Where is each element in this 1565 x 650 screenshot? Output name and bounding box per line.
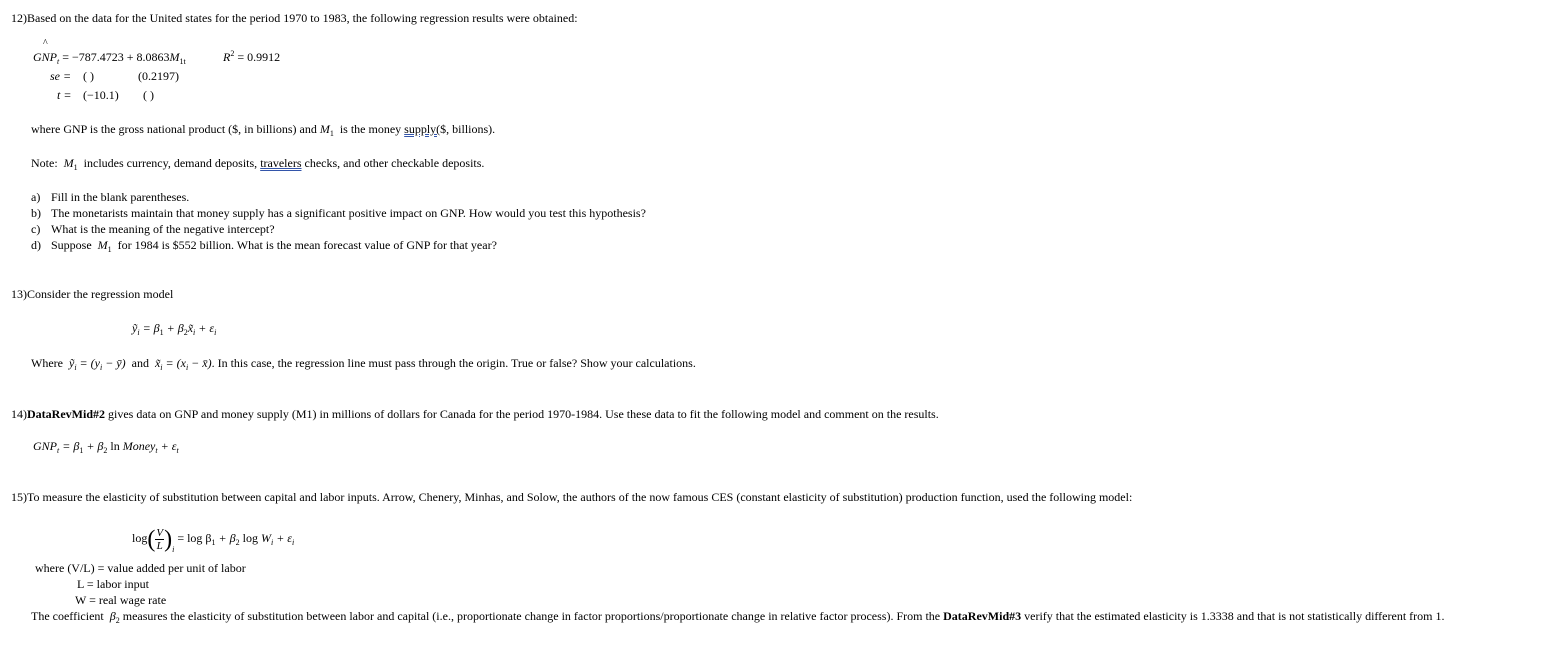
- q12-where-line: where GNP is the gross national product ($, in billions) and $M_1$ is the money supply($, billions).: [31, 122, 496, 138]
- q12-t-label: t =: [57, 88, 72, 102]
- q15-paragraph: The coefficient $\beta_2$ measures the elasticity of substitution between labor and capital (i.e., proportionate change in factor proportions/proportionate change in relative factor process). From the DataRevMid#3 verify that the estimated elasticity is 1.3338 and that is not statistically different from 1.: [31, 609, 1445, 625]
- q12-part-b: b) The monetarists maintain that money supply has a significant positive impact on GNP. How would you test this hypothesis?: [31, 206, 646, 220]
- q12-r-squared: $R^2 = 0.9912$: [223, 49, 281, 64]
- q12-se-label: se =: [50, 69, 72, 83]
- q12-se-value: (0.2197): [138, 69, 179, 83]
- q15-ces-equation: log( $\frac{V}{L}$ )$_i = \log \beta_1 + \beta_2$ $\log W_i + \varepsilon_i$: [132, 526, 295, 554]
- q13-where-line: Where ỹ$_i$ = ($y_i$ − ȳ) and $x̃_i = (x_i$ − x̄). In this case, the regression line must pass through the origin. True or false? Show your calculations.: [31, 356, 696, 372]
- q12-part-c: c) What is the meaning of the negative intercept?: [31, 222, 275, 236]
- q14-intro: 14)DataRevMid#2 gives data on GNP and money supply (M1) in millions of dollars for Canada for the period 1970-1984. Use these data to fit the following model and comment on the results.: [11, 407, 939, 421]
- q12-note-line: Note: $M_1$ includes currency, demand deposits, travelers checks, and other checkable deposits.: [31, 156, 485, 172]
- q12-se-blank: ( ): [83, 69, 94, 83]
- q13-intro: 13)Consider the regression model: [11, 287, 174, 301]
- q12-intro: 12)Based on the data for the United states for the period 1970 to 1983, the following regression results were obtained:: [11, 11, 578, 25]
- q12-t-blank: ( ): [143, 88, 154, 102]
- q15-intro: 15)To measure the elasticity of substitution between capital and labor inputs. Arrow, Chenery, Minhas, and Solow, the authors of the now famous CES (constant elasticity of substitution) production function, used the following model:: [11, 490, 1133, 504]
- vl-fraction: $\frac{V}{L}$: [156, 526, 164, 552]
- q15-def-w: W = real wage rate: [75, 593, 167, 607]
- q15-def-l: L = labor input: [77, 577, 149, 591]
- q15-def-vl: where (V/L) = value added per unit of labor: [35, 561, 246, 575]
- q12-t-value: (−10.1): [83, 88, 119, 102]
- q14-model-equation: $GNP_t = \beta_1 + \beta_2$ ln Money$_t$ + $\varepsilon_t$: [33, 439, 179, 455]
- q12-part-a: a) Fill in the blank parentheses.: [31, 190, 190, 204]
- q13-model-equation: ỹ$_i$ = $\beta_1$ + $\beta_2x̃_i + \varepsilon_i$: [132, 321, 217, 337]
- q12-part-d: d) Suppose $M_1$ for 1984 is $552 billion. What is the mean forecast value of GNP for that year?: [31, 238, 497, 254]
- q12-regression-equation: $GNP_t = -787.4723 + 8.0863M_{1t}$: [33, 50, 186, 66]
- hat-accent: ^: [43, 38, 48, 49]
